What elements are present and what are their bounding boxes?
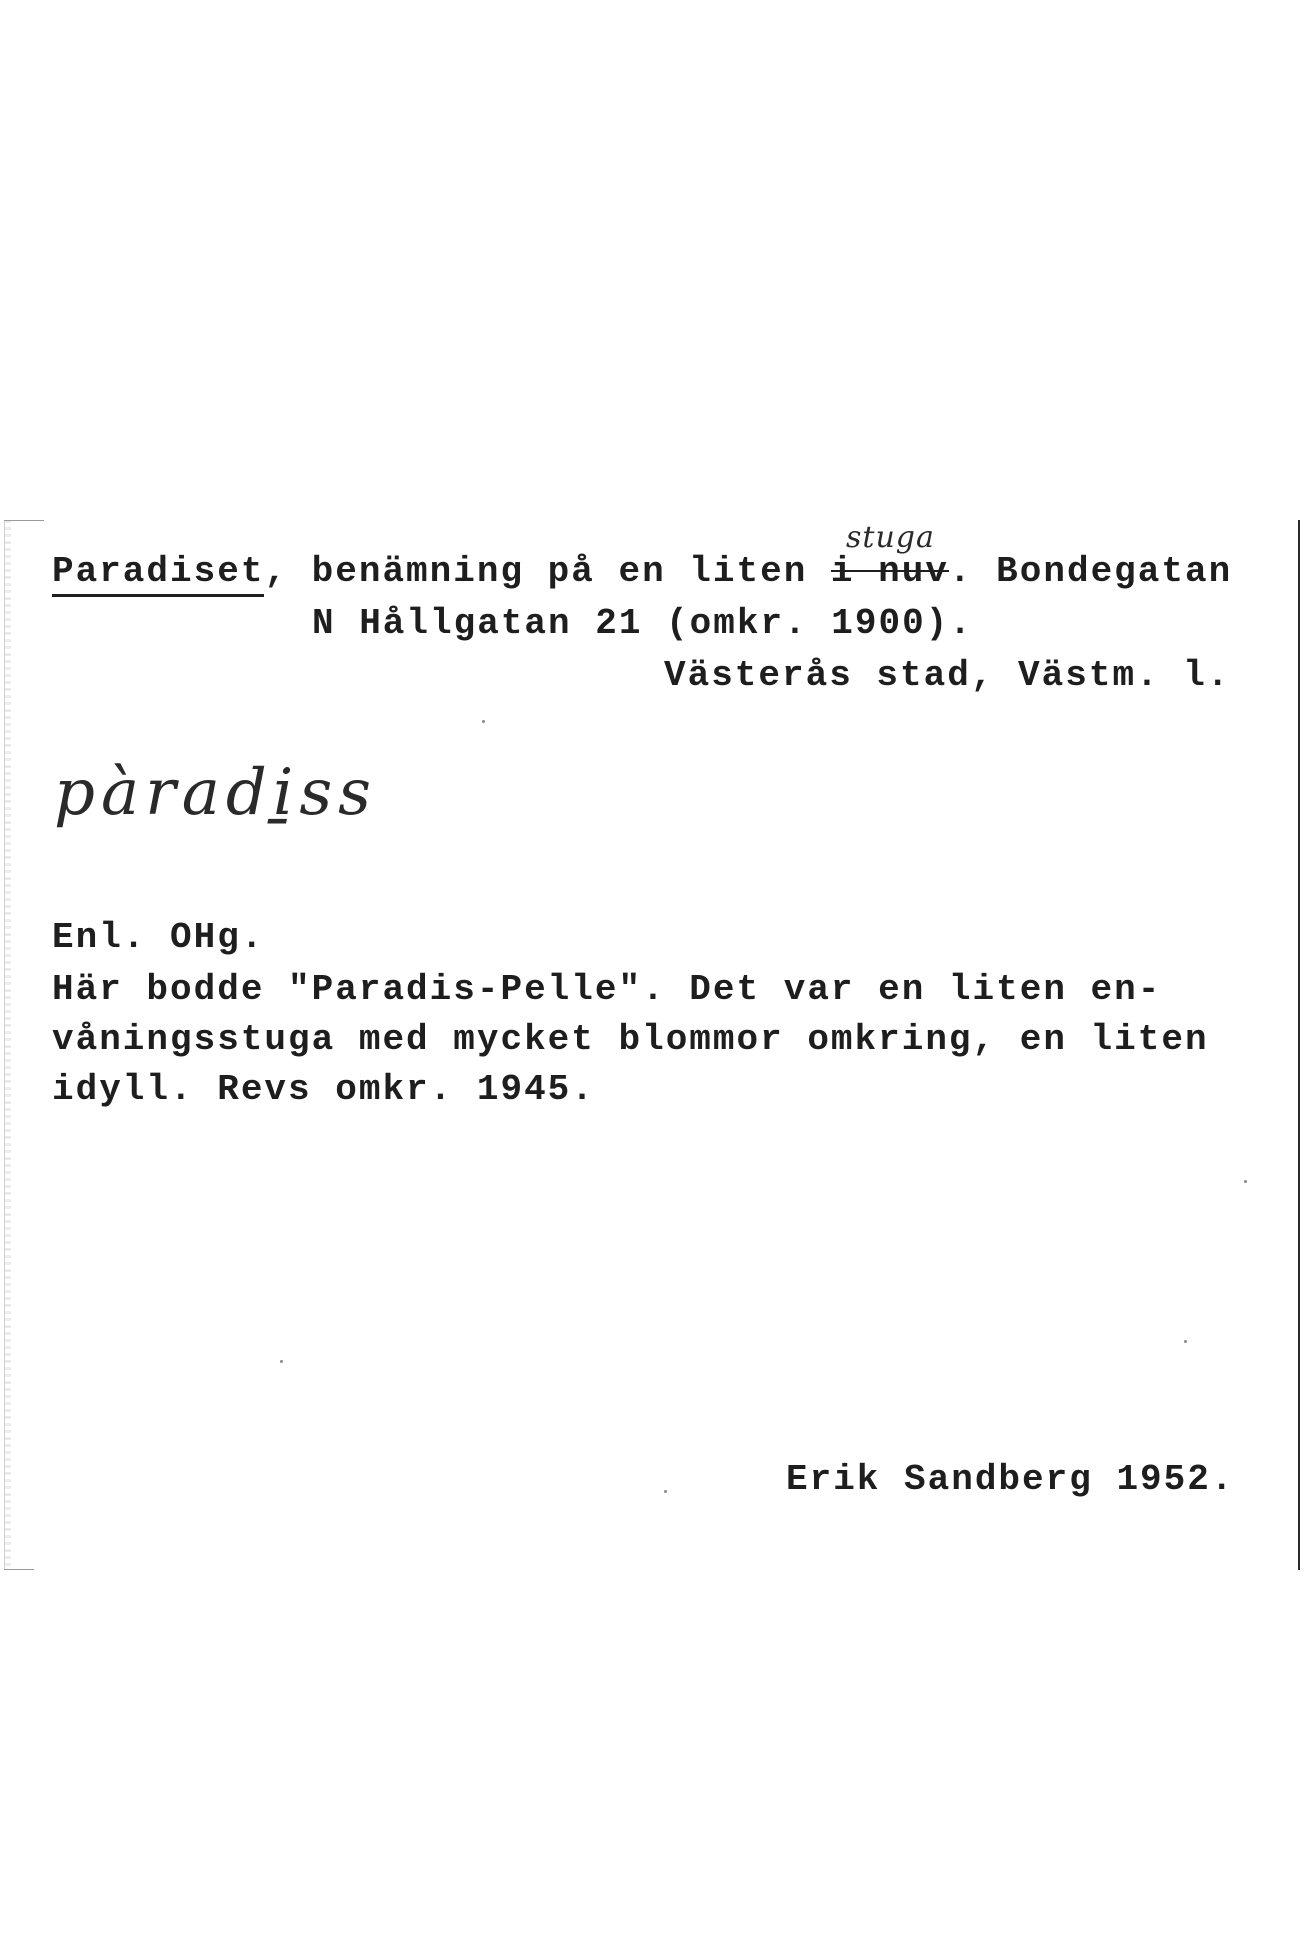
body-line-1: Här bodde "Paradis-Pelle". Det var en liten en- bbox=[52, 969, 1162, 1010]
scan-speck bbox=[482, 720, 485, 723]
entry-line-3: Västerås stad, Västm. l. bbox=[664, 655, 1231, 696]
card-left-edge bbox=[4, 520, 11, 1570]
source-line: Enl. OHg. bbox=[52, 917, 265, 958]
handwritten-insertion: stuga bbox=[846, 520, 935, 555]
scan-speck bbox=[1184, 1340, 1187, 1343]
scan-speck bbox=[1244, 1180, 1247, 1183]
body-line-2: våningsstuga med mycket blommor omkring, en liten bbox=[52, 1019, 1209, 1060]
body-line-3: idyll. Revs omkr. 1945. bbox=[52, 1069, 595, 1110]
handwritten-pronunciation: pàradi̱ss bbox=[54, 756, 377, 830]
struck-text: i nuv bbox=[830, 551, 949, 592]
card-right-edge bbox=[1298, 520, 1300, 1570]
card-top-edge bbox=[4, 520, 44, 521]
scan-speck bbox=[280, 1360, 283, 1363]
signature: Erik Sandberg 1952. bbox=[786, 1459, 1235, 1500]
card-bottom-edge bbox=[4, 1569, 34, 1570]
archive-card bbox=[4, 520, 1300, 1570]
line1-text: , benämning på en liten bbox=[264, 551, 831, 592]
scan-speck bbox=[664, 1490, 667, 1493]
headword: Paradiset bbox=[52, 551, 264, 597]
line1-end: . Bondegatan bbox=[948, 551, 1233, 592]
entry-line-1 bbox=[52, 552, 1232, 592]
entry-line-2: N Hållgatan 21 (omkr. 1900). bbox=[312, 603, 973, 644]
